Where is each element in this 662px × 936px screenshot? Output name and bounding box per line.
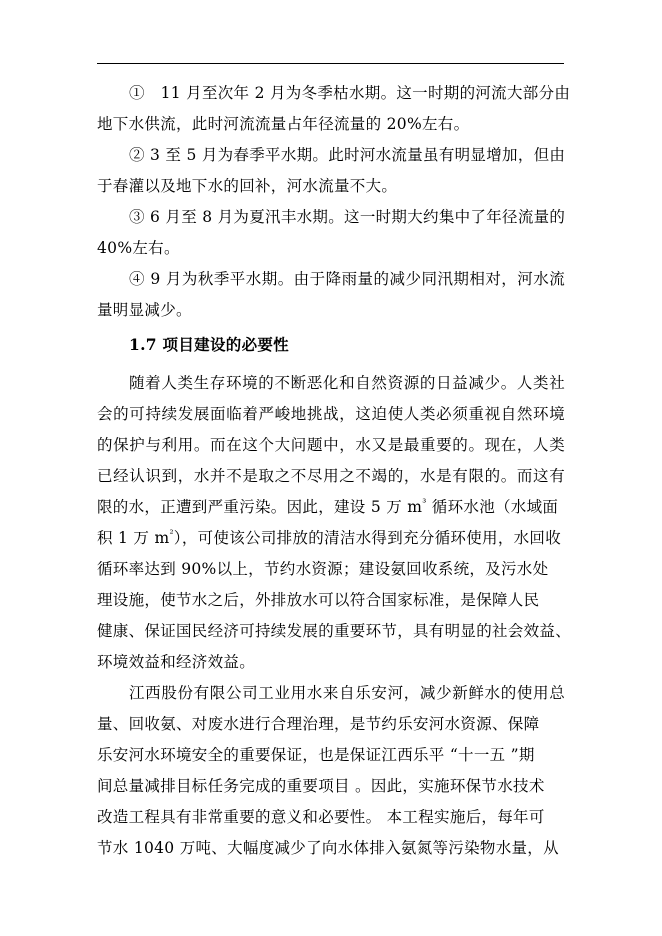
text-line: 间总量减排目标任务完成的重要项目 。因此，实施环保节水技术 xyxy=(97,777,545,795)
text-line: 量、回收氨、对废水进行合理治理，是节约乐安河水资源、保障 xyxy=(97,715,540,733)
text-line: 积 1 万 $m^{^2}$），可使该公司排放的清洁水得到充分循环使用，水回收 xyxy=(97,528,562,547)
text-line: 循环率达到 90%以上，节约水资源；建设氨回收系统，及污水处 xyxy=(97,560,549,578)
text-line: ① 11 月至次年 2 月为冬季枯水期。这一时期的河流大部分由 xyxy=(129,84,571,102)
text-line: 会的可持续发展面临着严峻地挑战，这迫使人类必须重视自然环境 xyxy=(97,405,565,423)
text-line: 环境效益和经济效益。 xyxy=(97,653,256,671)
header-rule xyxy=(97,63,564,64)
text-line: 40%左右。 xyxy=(97,239,180,257)
text-line: 限的水，正遭到严重污染。因此，建设 5 万 $m^{^3}$ 循环水池（水域面 xyxy=(97,497,559,516)
text-line: 于春灌以及地下水的回补，河水流量不大。 xyxy=(97,177,398,195)
text-line: 节水 1040 万吨、大幅度减少了向水体排入氨氮等污染物水量，从 xyxy=(97,839,559,857)
section-heading: 1.7 项目建设的必要性 xyxy=(129,335,289,354)
text-line: 量明显减少。 xyxy=(97,301,192,319)
text-line: 改造工程具有非常重要的意义和必要性。 本工程实施后，每年可 xyxy=(97,808,545,826)
text-line: ③ 6 月至 8 月为夏汛丰水期。这一时期大约集中了年径流量的 xyxy=(129,208,566,226)
text-line: 随着人类生存环境的不断恶化和自然资源的日益减少。人类社 xyxy=(129,374,565,392)
text-line: ④ 9 月为秋季平水期。由于降雨量的减少同汛期相对，河水流 xyxy=(129,270,565,288)
text-line: 的保护与利用。而在这个大问题中，水又是最重要的。现在，人类 xyxy=(97,436,565,454)
text-line: 乐安河水环境安全的重要保证，也是保证江西乐平 “十一五 ”期 xyxy=(97,746,535,764)
text-line: 已经认识到，水并不是取之不尽用之不竭的，水是有限的。而这有 xyxy=(97,467,565,485)
text-line: 理设施，使节水之后，外排放水可以符合国家标准，是保障人民 xyxy=(97,591,540,609)
text-line: 地下水供流，此时河流流量占年径流量的 20%左右。 xyxy=(97,115,470,133)
text-line: 健康、保证国民经济可持续发展的重要环节，具有明显的社会效益、 xyxy=(97,622,572,640)
text-line: 江西股份有限公司工业用水来自乐安河，减少新鲜水的使用总 xyxy=(129,684,565,702)
text-line: ② 3 至 5 月为春季平水期。此时河水流量虽有明显增加，但由 xyxy=(129,146,566,164)
